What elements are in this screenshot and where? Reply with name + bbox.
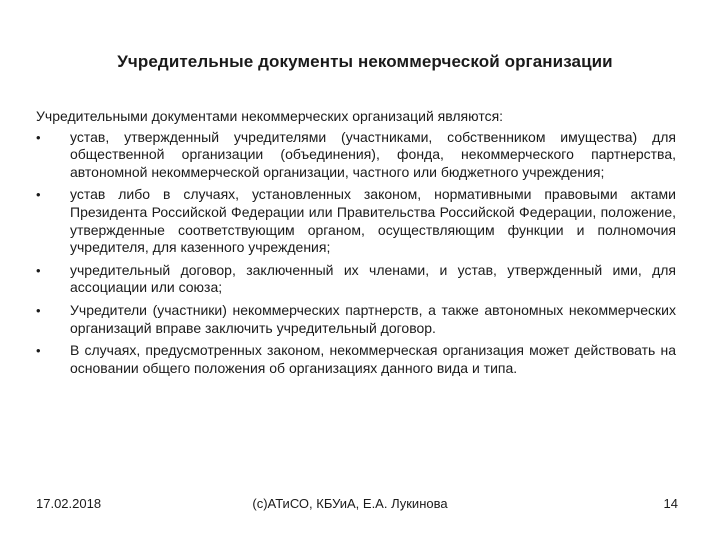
- bullet-icon: •: [36, 262, 41, 278]
- list-item-text: Учредители (участники) некоммерческих партнерств, а также автономных некоммерческих организаций вправе заключить учредительный договор.: [70, 301, 676, 336]
- slide-title: Учредительные документы некоммерческой организации: [117, 52, 613, 71]
- list-item: [36, 302, 676, 337]
- list-item-text: устав, утвержденный учредителями (участниками, собственником имущества) для общественной организации (объединения), фонда, некоммерческого партнерства, автономной некоммерческой организации, частного или бюджетного учреждения;: [70, 128, 676, 180]
- list-item: [36, 186, 676, 256]
- list-item-text: устав либо в случаях, установленных законом, нормативными правовыми актами Президента Российской Федерации или Правительства Российской Федерации, положение, утвержденные соответствующим органом, осуществляющим функции и полномочия учредителя, для казенного учреждения;: [70, 186, 676, 256]
- bullet-list: [36, 129, 676, 378]
- page-number: 14: [663, 496, 678, 511]
- list-item: [36, 342, 676, 377]
- list-item-text: В случаях, предусмотренных законом, некоммерческая организация может действовать на основании общего положения об организациях данного вида и типа.: [70, 342, 676, 376]
- footer-date: 17.02.2018: [36, 496, 102, 511]
- slide-body: [36, 108, 676, 382]
- bullet-icon: •: [36, 343, 41, 359]
- intro-text: Учредительными документами некоммерческих организаций являются:: [36, 108, 504, 124]
- list-item-text: учредительный договор, заключенный их членами, и устав, утвержденный ими, для ассоциации или союза;: [70, 261, 676, 296]
- bullet-icon: •: [36, 187, 41, 203]
- bullet-icon: •: [36, 129, 41, 145]
- bullet-icon: •: [36, 302, 41, 318]
- list-item: [36, 262, 676, 297]
- list-item: [36, 129, 676, 182]
- footer-author: (c)АТиСО, КБУиА, Е.А. Лукинова: [252, 496, 448, 511]
